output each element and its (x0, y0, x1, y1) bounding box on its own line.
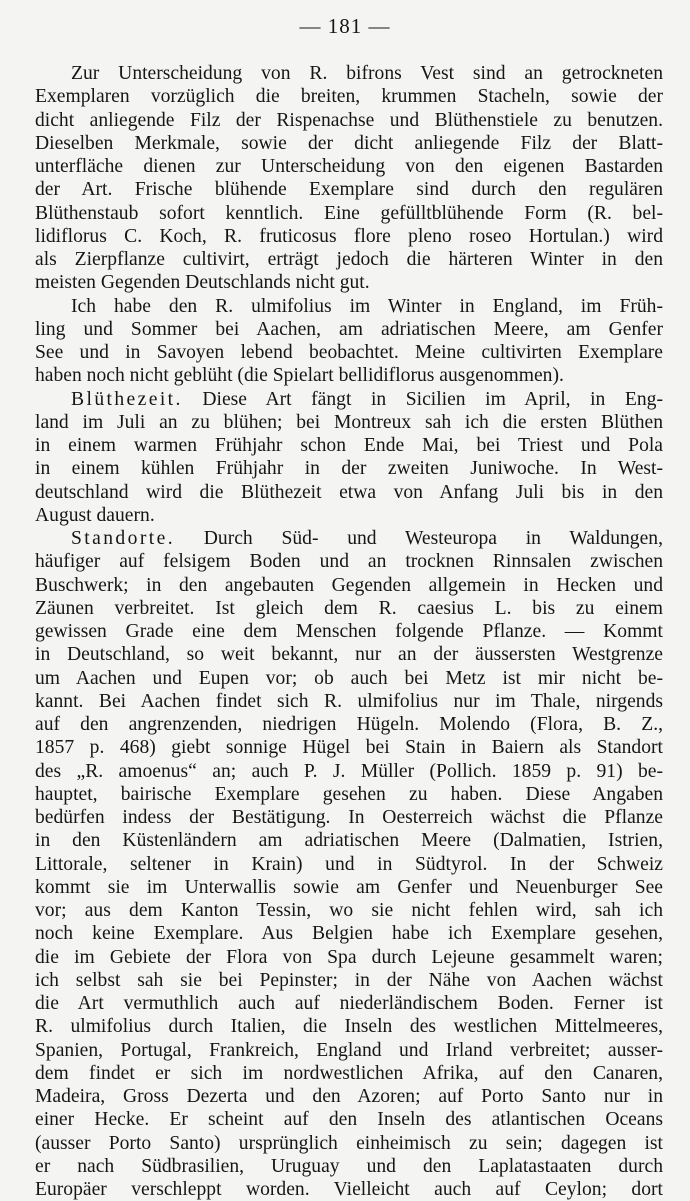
text-line: deutschland wird die Blüthezeit etwa von Anfang Juli bis in den (35, 481, 663, 503)
body-text (35, 62, 663, 1201)
paragraph-2 (35, 295, 663, 388)
text-line: Zäunen verbreitet. Ist gleich dem R. caesius L. bis zu einem (35, 597, 663, 619)
text-line: der Art. Frische blühende Exemplare sind durch den regulären (35, 179, 663, 201)
text-line-rest: Durch Süd- und Westeuropa in Waldungen, (175, 528, 663, 549)
text-line: Dieselben Merkmale, sowie der dicht anliegende Filz der Blatt- (35, 132, 663, 154)
text-line: bedürfen indess der Bestätigung. In Oesterreich wächst die Pflanze (35, 807, 663, 828)
text-line: Exemplaren vorzüglich die breiten, krummen Stacheln, sowie der (35, 86, 663, 108)
page-number: — 181 — (299, 14, 391, 38)
text-line (35, 527, 663, 550)
text-line: um Aachen und Eupen vor; ob auch bei Metz ist mir nicht be- (35, 667, 663, 689)
text-line: Ich habe den R. ulmifolius im Winter in England, im Früh- (71, 295, 663, 317)
text-line: Littorale, seltener in Krain) und in Südtyrol. In der Schweiz (35, 853, 663, 875)
text-line: dem findet er sich im nordwestlichen Afrika, auf den Canaren, (35, 1062, 663, 1084)
paragraph-bluethezeit (35, 388, 663, 528)
text-line: in einem kühlen Frühjahr in der zweiten Juniwoche. In West- (35, 458, 663, 480)
paragraph-standorte (35, 527, 663, 1201)
text-line: Zur Unterscheidung von R. bifrons Vest sind an getrockneten (71, 63, 663, 84)
text-line: vor; aus dem Kanton Tessin, wo sie nicht fehlen wird, sah ich (35, 900, 663, 921)
text-line: des „R. amoenus“ an; auch P. J. Müller (Pollich. 1859 p. 91) be- (35, 760, 663, 782)
text-line-rest: Diese Art fängt in Sicilien im April, in Eng- (182, 388, 663, 410)
text-line: er nach Südbrasilien, Uruguay und den Laplatastaaten durch (35, 1155, 663, 1177)
text-line: als Zierpflanze cultivirt, erträgt jedoch die härteren Winter in den (35, 249, 663, 270)
text-line: Europäer verschleppt worden. Vielleicht auch auf Ceylon; dort (35, 1179, 663, 1200)
text-line: die im Gebiete der Flora von Spa durch Lejeune gesammelt waren; (35, 946, 663, 968)
text-line: August dauern. (35, 504, 155, 526)
text-line: See und in Savoyen lebend beobachtet. Meine cultivirten Exemplare (35, 342, 663, 363)
section-heading-bluethezeit: Blüthezeit. (71, 388, 183, 410)
text-line: dicht anliegende Filz der Rispenachse und Blüthenstiele zu benutzen. (35, 109, 663, 131)
text-line: land im Juli an zu blühen; bei Montreux sah ich die ersten Blüthen (35, 411, 663, 433)
text-line: Spanien, Portugal, Frankreich, England und Irland verbreitet; ausser- (35, 1039, 663, 1061)
text-line: kommt sie im Unterwallis sowie am Genfer und Neuenburger See (35, 876, 663, 898)
text-line: haben noch nicht geblüht (die Spielart bellidiflorus ausgenommen). (35, 365, 564, 387)
text-line: lidiflorus C. Koch, R. fruticosus flore pleno roseo Hortulan.) wird (35, 225, 663, 247)
text-line: ich selbst sah sie bei Pepinster; in der Nähe von Aachen wächst (35, 969, 663, 991)
text-line: 1857 p. 468) giebt sonnige Hügel bei Stain in Baiern als Standort (35, 737, 663, 759)
text-line: Madeira, Gross Dezerta und den Azoren; auf Porto Santo nur in (35, 1086, 663, 1107)
text-line: häufiger auf felsigem Boden und an trocknen Rinnsalen zwischen (35, 551, 663, 573)
text-line: einer Hecke. Er scheint auf den Inseln des atlantischen Oceans (35, 1109, 663, 1131)
text-line: ling und Sommer bei Aachen, am adriatischen Meere, am Genfer (35, 318, 663, 340)
section-heading-standorte: Standorte. (71, 528, 175, 549)
text-line: hauptet, bairische Exemplare gesehen zu haben. Diese Angaben (35, 783, 663, 805)
text-line: noch keine Exemplare. Aus Belgien habe ich Exemplare gesehen, (35, 923, 663, 945)
paragraph-1 (35, 62, 663, 295)
text-line: Blüthenstaub sofort kenntlich. Eine gefülltblühende Form (R. bel- (35, 202, 663, 224)
text-line: auf den angrenzenden, niedrigen Hügeln. Molendo (Flora, B. Z., (35, 714, 663, 735)
text-line: kannt. Bei Aachen findet sich R. ulmifolius nur im Thale, nirgends (35, 690, 663, 712)
text-line: die Art vermuthlich auch auf niederländischem Boden. Ferner ist (35, 993, 663, 1014)
text-line: gewissen Grade eine dem Menschen folgende Pflanze. — Kommt (35, 621, 663, 642)
text-line: in einem warmen Frühjahr schon Ende Mai, bei Triest und Pola (35, 435, 663, 456)
text-line: Buschwerk; in den angebauten Gegenden allgemein in Hecken und (35, 574, 663, 596)
text-line: meisten Gegenden Deutschlands nicht gut. (35, 272, 370, 294)
text-line (35, 388, 663, 411)
text-line: in Deutschland, so weit bekannt, nur an der äussersten Westgrenze (35, 644, 663, 666)
text-line: R. ulmifolius durch Italien, die Inseln des westlichen Mittelmeeres, (35, 1016, 663, 1038)
text-line: (ausser Porto Santo) ursprünglich einheimisch zu sein; dagegen ist (35, 1132, 663, 1154)
text-line: unterfläche dienen zur Unterscheidung von den eigenen Bastarden (35, 156, 663, 177)
text-line: in den Küstenländern am adriatischen Meere (Dalmatien, Istrien, (35, 830, 663, 852)
